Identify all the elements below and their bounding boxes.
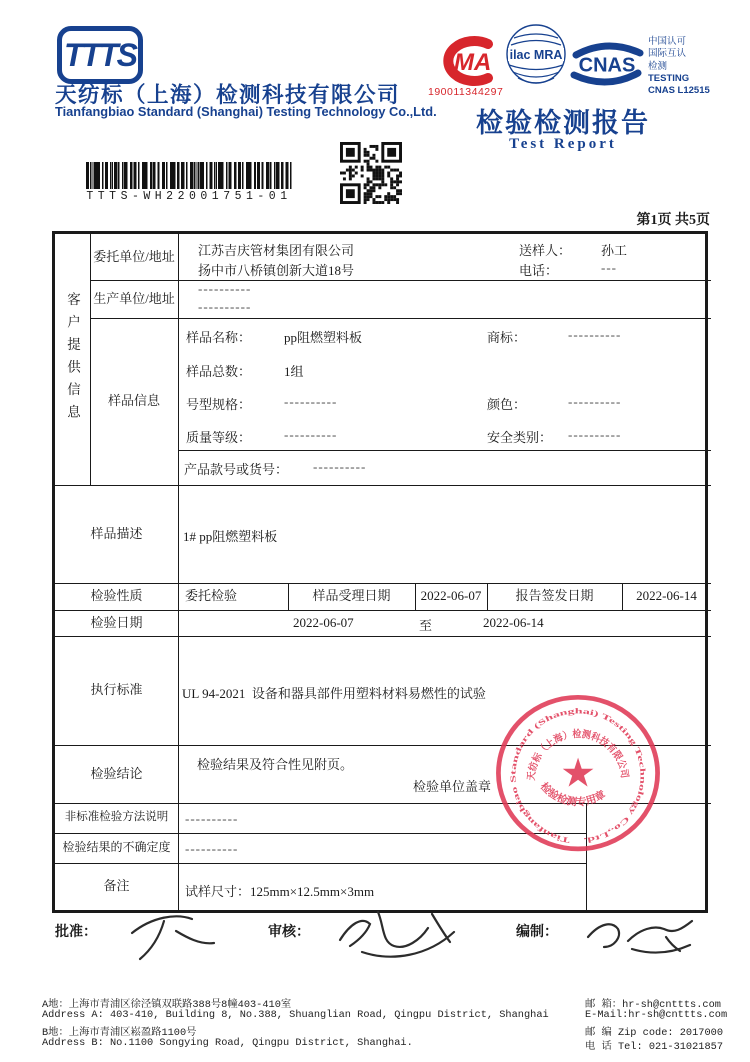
accreditation-line1: 中国认可 xyxy=(648,36,687,47)
grid-line xyxy=(90,318,711,319)
issue-date-value: 2022-06-14 xyxy=(636,588,697,604)
phone-value: --- xyxy=(601,260,617,275)
footer-zip: 邮 编 Zip code: 2017000 xyxy=(585,1027,723,1039)
sample-desc-value: 1# pp阻燃塑料板 xyxy=(183,529,278,544)
client-info-vertical-label: 客户提供信息 xyxy=(65,292,80,427)
sampler-label: 送样人： xyxy=(519,243,572,258)
grade-label: 质量等级： xyxy=(186,430,252,445)
seal-star-icon: ★ xyxy=(560,751,596,796)
qr-code xyxy=(340,142,402,204)
entrust-name: 江苏吉庆管材集团有限公司 xyxy=(198,243,355,258)
safety-value: ---------- xyxy=(568,427,622,442)
footer-addr-b-en: Address B: No.1100 Songying Road, Qingpu District, Shanghai. xyxy=(42,1037,413,1049)
trademark-value: ---------- xyxy=(568,327,622,342)
accreditation-text xyxy=(648,36,720,98)
sample-desc-label: 样品描述 xyxy=(90,525,143,541)
entrust-label: 委托单位/地址 xyxy=(93,248,175,264)
seal-bottom-text: 检验检测专用章 xyxy=(537,781,608,809)
barcode-text: TTTS-WH22001751-01 xyxy=(86,190,292,203)
company-seal xyxy=(488,685,668,865)
seal-ring-text: Tianfangbiao Standard (Shanghai) Testing Technology Co.,Ltd. xyxy=(508,706,648,846)
grid-line xyxy=(178,450,711,451)
review-signature xyxy=(332,898,462,966)
approve-label: 批准： xyxy=(55,925,97,940)
ilac-mra-icon xyxy=(504,22,568,88)
spec-label: 号型规格： xyxy=(186,397,252,412)
sample-total-label: 样品总数： xyxy=(186,364,252,379)
ttts-logo-text: TTTS xyxy=(64,36,136,73)
cnas-text: CNAS xyxy=(578,54,636,77)
test-date-label: 检验日期 xyxy=(90,614,143,630)
test-date-to-word: 至 xyxy=(419,618,433,633)
nonstd-value: ---------- xyxy=(185,811,239,826)
test-date-from: 2022-06-07 xyxy=(293,615,354,630)
accept-date-label: 样品受理日期 xyxy=(312,588,391,604)
phone-label: 电话： xyxy=(519,263,559,278)
accreditation-line3: 检测 xyxy=(648,60,668,72)
nature-value: 委托检验 xyxy=(185,588,238,604)
safety-label: 安全类别： xyxy=(487,430,553,445)
ttts-logo xyxy=(57,26,143,84)
sampler-value: 孙工 xyxy=(601,243,628,258)
footer-tel: 电 话 Tel: 021-31021857 xyxy=(585,1041,723,1053)
footer-addr-a-cn: A地：上海市青浦区徐泾镇双联路388号8幢403-410室 xyxy=(42,999,292,1011)
prepare-signature xyxy=(576,903,701,963)
color-label: 颜色： xyxy=(487,397,527,412)
color-value: ---------- xyxy=(568,394,622,409)
producer-line1: ---------- xyxy=(198,281,252,296)
sample-name-label: 样品名称： xyxy=(186,330,252,345)
cma-mark-icon xyxy=(430,34,500,88)
producer-label: 生产单位/地址 xyxy=(93,290,175,306)
nature-label: 检验性质 xyxy=(90,588,143,604)
uncertainty-label: 检验结果的不确定度 xyxy=(62,840,171,855)
test-date-to: 2022-06-14 xyxy=(483,615,544,630)
footer-email-cn: 邮 箱：hr-sh@cnttts.com xyxy=(585,999,721,1011)
remark-value: 试样尺寸：125mm×12.5mm×3mm xyxy=(185,884,375,899)
conclusion-label: 检验结论 xyxy=(90,765,143,781)
review-label: 审核： xyxy=(268,925,310,940)
sample-name-value: pp阻燃塑料板 xyxy=(284,330,363,345)
barcode xyxy=(86,162,292,189)
seal-hint: 检验单位盖章 xyxy=(413,779,492,794)
prepare-label: 编制： xyxy=(516,925,558,940)
report-title-cn: 检验检测报告 xyxy=(476,108,650,138)
footer-email-en: E-Mail:hr-sh@cnttts.com xyxy=(585,1009,728,1021)
grade-value: ---------- xyxy=(284,427,338,442)
cma-number: 190011344297 xyxy=(428,86,504,98)
standard-label: 执行标准 xyxy=(90,682,143,698)
issue-date-label: 报告签发日期 xyxy=(515,588,594,604)
uncertainty-value: ---------- xyxy=(185,841,239,856)
seal-company-arc: 天纺标（上海）检测科技有限公司 xyxy=(526,728,630,782)
sample-info-label: 样品信息 xyxy=(107,393,160,409)
company-name-en: Tianfangbiao Standard (Shanghai) Testing Technology Co.,Ltd. xyxy=(55,104,437,119)
footer-addr-a-en: Address A: 403-410, Building 8, No.388, Shuanglian Road, Qingpu District, Shanghai xyxy=(42,1009,549,1021)
grid-line xyxy=(90,280,711,281)
entrust-address: 扬中市八桥镇创新大道18号 xyxy=(198,263,355,278)
cnas-icon xyxy=(570,40,644,88)
remark-label: 备注 xyxy=(103,878,130,894)
spec-value: ---------- xyxy=(284,394,338,409)
producer-line2: ---------- xyxy=(198,299,252,314)
ilac-mra-text: ilac MRA xyxy=(509,48,563,62)
accreditation-line2: 国际互认 xyxy=(648,48,687,60)
cma-letters: MA xyxy=(454,49,492,76)
standard-value: UL 94-2021 设备和器具部件用塑料材料易燃性的试验 xyxy=(182,686,486,701)
report-title-en: Test Report xyxy=(509,136,617,152)
footer-addr-b-cn: B地：上海市青浦区崧盈路1100号 xyxy=(42,1027,197,1039)
grid-line xyxy=(178,234,179,910)
accept-date-value: 2022-06-07 xyxy=(420,588,482,604)
trademark-label: 商标： xyxy=(487,330,527,345)
nonstd-label: 非标准检验方法说明 xyxy=(64,811,169,824)
sample-total-value: 1组 xyxy=(284,364,304,379)
item-no-value: ---------- xyxy=(313,459,367,474)
accreditation-line4: TESTING xyxy=(648,73,690,85)
item-no-label: 产品款号或货号： xyxy=(184,462,289,477)
approve-signature xyxy=(118,903,228,965)
conclusion-value: 检验结果及符合性见附页。 xyxy=(197,757,354,772)
company-name-cn: 天纺标（上海）检测科技有限公司 xyxy=(55,83,401,107)
accreditation-line5: CNAS L12515 xyxy=(648,85,710,97)
page-indicator: 第1页 共5页 xyxy=(636,213,710,228)
